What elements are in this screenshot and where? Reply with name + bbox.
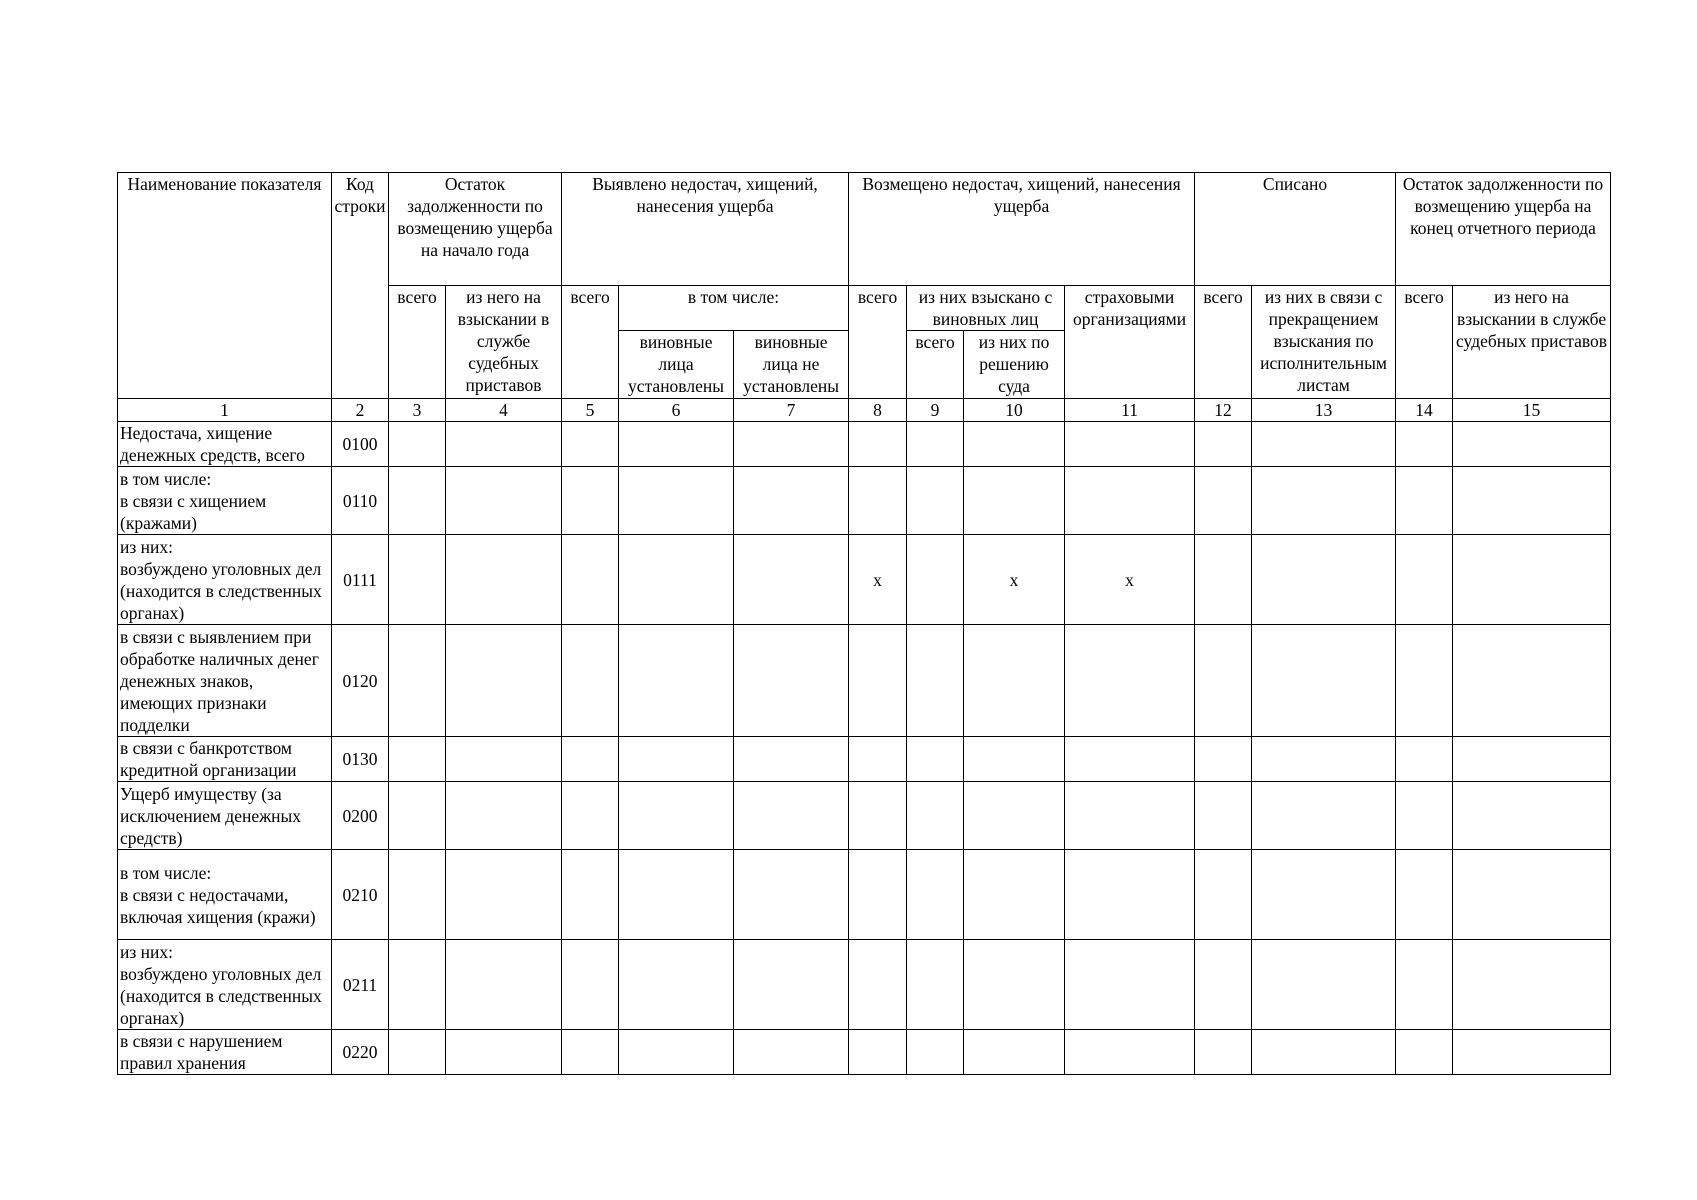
row-code: 0200: [332, 782, 389, 850]
row-name: в том числе: в связи с хищением (кражами): [118, 467, 332, 535]
table-row: [118, 467, 1611, 535]
value-cell[interactable]: [964, 422, 1065, 467]
column-number-row: [118, 399, 1611, 422]
value-cell[interactable]: [734, 940, 849, 1030]
header-col4-bailiffs: из него на взыскании в службе судебных приставов: [446, 286, 562, 399]
value-cell[interactable]: [1195, 850, 1252, 940]
value-cell[interactable]: [562, 422, 619, 467]
value-cell[interactable]: [849, 467, 907, 535]
report-table: [117, 172, 1611, 1075]
column-number: 8: [849, 399, 907, 422]
value-cell[interactable]: [389, 782, 446, 850]
header-col11-insurers: страховыми организациями: [1065, 286, 1195, 399]
value-cell[interactable]: [562, 625, 619, 737]
value-cell[interactable]: [619, 737, 734, 782]
value-cell[interactable]: [1065, 422, 1195, 467]
value-cell[interactable]: [849, 625, 907, 737]
header-col8-total: всего: [849, 286, 907, 399]
value-cell[interactable]: [1065, 467, 1195, 535]
value-cell[interactable]: [1252, 1030, 1396, 1075]
row-name: из них: возбуждено уголовных дел (находится в следственных органах): [118, 535, 332, 625]
row-code: 0110: [332, 467, 389, 535]
value-cell[interactable]: [1396, 850, 1453, 940]
table-row: [118, 1030, 1611, 1075]
value-cell[interactable]: [389, 422, 446, 467]
value-cell[interactable]: [849, 850, 907, 940]
value-cell[interactable]: [619, 625, 734, 737]
value-cell[interactable]: [1396, 1030, 1453, 1075]
header-code: Код строки: [332, 173, 389, 399]
column-number: 1: [118, 399, 332, 422]
value-cell[interactable]: [1453, 625, 1611, 737]
value-cell[interactable]: [619, 850, 734, 940]
value-cell[interactable]: [1195, 737, 1252, 782]
value-cell[interactable]: [1252, 737, 1396, 782]
header-col13-writs: из них в связи с прекращением взыскания по исполнительным листам: [1252, 286, 1396, 399]
value-cell[interactable]: [1453, 940, 1611, 1030]
row-code: 0210: [332, 850, 389, 940]
value-cell[interactable]: [1453, 850, 1611, 940]
value-cell[interactable]: [446, 422, 562, 467]
row-code: 0111: [332, 535, 389, 625]
row-code: 0220: [332, 1030, 389, 1075]
value-cell[interactable]: [907, 850, 964, 940]
value-cell[interactable]: [619, 782, 734, 850]
header-col9-total: всего: [907, 331, 964, 399]
column-number: 11: [1065, 399, 1195, 422]
value-cell[interactable]: [1065, 850, 1195, 940]
value-cell[interactable]: [446, 940, 562, 1030]
column-number: 5: [562, 399, 619, 422]
value-cell[interactable]: [1065, 737, 1195, 782]
table-row: [118, 940, 1611, 1030]
value-cell[interactable]: [562, 850, 619, 940]
value-cell[interactable]: [1453, 467, 1611, 535]
value-cell[interactable]: [964, 940, 1065, 1030]
header-col3-total: всего: [389, 286, 446, 399]
header-compensated: Возмещено недостач, хищений, нанесения ущерба: [849, 173, 1195, 286]
table-row: [118, 625, 1611, 737]
value-cell[interactable]: [1396, 422, 1453, 467]
value-cell[interactable]: [1195, 422, 1252, 467]
column-number: 10: [964, 399, 1065, 422]
value-cell[interactable]: [1252, 625, 1396, 737]
value-cell[interactable]: [964, 782, 1065, 850]
row-name: в том числе: в связи с недостачами, включая хищения (кражи): [118, 850, 332, 940]
row-code: 0130: [332, 737, 389, 782]
value-cell[interactable]: [562, 940, 619, 1030]
value-cell[interactable]: [1453, 422, 1611, 467]
value-cell[interactable]: [907, 782, 964, 850]
value-cell[interactable]: [446, 535, 562, 625]
row-name: из них: возбуждено уголовных дел (находится в следственных органах): [118, 940, 332, 1030]
header-balance-start: Остаток задолженности по возмещению ущерба на начало года: [389, 173, 562, 286]
row-code: 0120: [332, 625, 389, 737]
value-cell[interactable]: [1396, 782, 1453, 850]
column-number: 6: [619, 399, 734, 422]
value-cell[interactable]: [1065, 625, 1195, 737]
value-cell[interactable]: [389, 737, 446, 782]
value-cell[interactable]: [734, 782, 849, 850]
value-cell[interactable]: [389, 625, 446, 737]
value-cell[interactable]: [907, 737, 964, 782]
header-detected: Выявлено недостач, хищений, нанесения ущерба: [562, 173, 849, 286]
value-cell[interactable]: [964, 850, 1065, 940]
header-col12-total: всего: [1195, 286, 1252, 399]
header-name: Наименование показателя: [118, 173, 332, 399]
value-cell[interactable]: [619, 1030, 734, 1075]
value-cell[interactable]: x: [964, 535, 1065, 625]
header-balance-end: Остаток задолженности по возмещению ущерба на конец отчетного периода: [1396, 173, 1611, 286]
table-row: [118, 850, 1611, 940]
value-cell[interactable]: [1065, 782, 1195, 850]
value-cell[interactable]: [964, 625, 1065, 737]
value-cell[interactable]: [734, 535, 849, 625]
value-cell[interactable]: [907, 535, 964, 625]
value-cell[interactable]: [849, 782, 907, 850]
value-cell[interactable]: [1195, 1030, 1252, 1075]
value-cell[interactable]: [849, 940, 907, 1030]
header-from-guilty: из них взыскано с виновных лиц: [907, 286, 1065, 331]
table-row: [118, 782, 1611, 850]
column-number: 12: [1195, 399, 1252, 422]
row-code: 0100: [332, 422, 389, 467]
value-cell[interactable]: [619, 422, 734, 467]
value-cell[interactable]: [562, 1030, 619, 1075]
header-col10-court: из них по решению суда: [964, 331, 1065, 399]
value-cell[interactable]: [1065, 1030, 1195, 1075]
value-cell[interactable]: [619, 940, 734, 1030]
value-cell[interactable]: [1252, 940, 1396, 1030]
column-number: 9: [907, 399, 964, 422]
value-cell[interactable]: [907, 940, 964, 1030]
table-row: [118, 535, 1611, 625]
value-cell[interactable]: [734, 422, 849, 467]
value-cell[interactable]: [389, 940, 446, 1030]
value-cell[interactable]: [1252, 850, 1396, 940]
value-cell[interactable]: [389, 1030, 446, 1075]
value-cell[interactable]: [446, 467, 562, 535]
value-cell[interactable]: [1195, 535, 1252, 625]
column-number: 14: [1396, 399, 1453, 422]
header-col14-total: всего: [1396, 286, 1453, 399]
header-including: в том числе:: [619, 286, 849, 331]
column-number: 4: [446, 399, 562, 422]
column-number: 7: [734, 399, 849, 422]
value-cell[interactable]: [446, 1030, 562, 1075]
column-number: 15: [1453, 399, 1611, 422]
value-cell[interactable]: [849, 737, 907, 782]
header-written-off: Списано: [1195, 173, 1396, 286]
value-cell[interactable]: [734, 850, 849, 940]
value-cell[interactable]: [964, 467, 1065, 535]
column-number: 3: [389, 399, 446, 422]
row-name: Ущерб имуществу (за исключением денежных средств): [118, 782, 332, 850]
value-cell[interactable]: [907, 625, 964, 737]
value-cell[interactable]: [964, 737, 1065, 782]
value-cell[interactable]: [1396, 737, 1453, 782]
value-cell[interactable]: [964, 1030, 1065, 1075]
value-cell[interactable]: [907, 467, 964, 535]
value-cell[interactable]: [1252, 535, 1396, 625]
header-col5-total: всего: [562, 286, 619, 399]
value-cell[interactable]: [1195, 625, 1252, 737]
value-cell[interactable]: [446, 782, 562, 850]
value-cell[interactable]: [1252, 782, 1396, 850]
value-cell[interactable]: [849, 1030, 907, 1075]
value-cell[interactable]: [1453, 1030, 1611, 1075]
value-cell[interactable]: [1453, 782, 1611, 850]
value-cell[interactable]: [1252, 422, 1396, 467]
row-name: Недостача, хищение денежных средств, всего: [118, 422, 332, 467]
value-cell[interactable]: [734, 625, 849, 737]
value-cell[interactable]: [619, 467, 734, 535]
value-cell[interactable]: [562, 467, 619, 535]
value-cell[interactable]: [1195, 940, 1252, 1030]
header-col6-guilty-found: виновные лица установлены: [619, 331, 734, 399]
value-cell[interactable]: [734, 1030, 849, 1075]
value-cell[interactable]: [1195, 782, 1252, 850]
value-cell[interactable]: [1396, 625, 1453, 737]
value-cell[interactable]: [734, 737, 849, 782]
value-cell[interactable]: [1453, 737, 1611, 782]
column-number: 2: [332, 399, 389, 422]
value-cell[interactable]: [562, 782, 619, 850]
value-cell[interactable]: [446, 737, 562, 782]
row-code: 0211: [332, 940, 389, 1030]
value-cell[interactable]: [734, 467, 849, 535]
value-cell[interactable]: [1195, 467, 1252, 535]
value-cell[interactable]: [1065, 940, 1195, 1030]
value-cell[interactable]: [1396, 535, 1453, 625]
value-cell[interactable]: [562, 535, 619, 625]
value-cell[interactable]: x: [1065, 535, 1195, 625]
value-cell[interactable]: [1252, 467, 1396, 535]
value-cell[interactable]: [1453, 535, 1611, 625]
value-cell[interactable]: [446, 850, 562, 940]
value-cell[interactable]: [907, 422, 964, 467]
value-cell[interactable]: [1396, 467, 1453, 535]
value-cell[interactable]: [389, 850, 446, 940]
table-row: [118, 422, 1611, 467]
value-cell[interactable]: [389, 467, 446, 535]
value-cell[interactable]: [562, 737, 619, 782]
value-cell[interactable]: [619, 535, 734, 625]
table-row: [118, 737, 1611, 782]
column-number: 13: [1252, 399, 1396, 422]
value-cell[interactable]: [907, 1030, 964, 1075]
value-cell[interactable]: [446, 625, 562, 737]
value-cell[interactable]: x: [849, 535, 907, 625]
row-name: в связи с нарушением правил хранения: [118, 1030, 332, 1075]
header-col7-guilty-not-found: виновные лица не установлены: [734, 331, 849, 399]
value-cell[interactable]: [1396, 940, 1453, 1030]
value-cell[interactable]: [849, 422, 907, 467]
row-name: в связи с банкротством кредитной организации: [118, 737, 332, 782]
row-name: в связи с выявлением при обработке наличных денег денежных знаков, имеющих признаки подделки: [118, 625, 332, 737]
header-col15-bailiffs: из него на взыскании в службе судебных приставов: [1453, 286, 1611, 399]
value-cell[interactable]: [389, 535, 446, 625]
